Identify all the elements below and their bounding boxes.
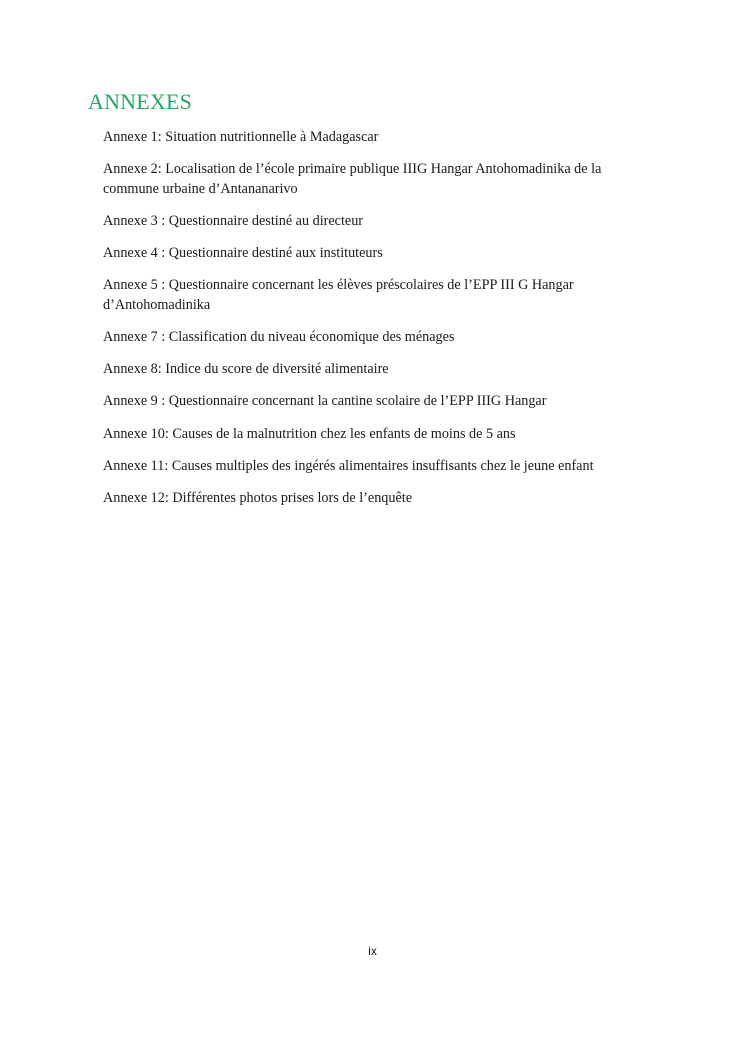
annex-list bbox=[103, 128, 648, 521]
annex-item-11: Annexe 11: Causes multiples des ingérés alimentaires insuffisants chez le jeune enfant bbox=[103, 457, 594, 474]
annex-item-8: Annexe 8: Indice du score de diversité alimentaire bbox=[103, 361, 389, 378]
annex-item-3: Annexe 3 : Questionnaire destiné au directeur bbox=[103, 212, 364, 229]
annex-item-4: Annexe 4 : Questionnaire destiné aux instituteurs bbox=[103, 245, 383, 262]
annex-item-5: Annexe 5 : Questionnaire concernant les élèves préscolaires de l’EPP III G Hangar d’Antohomadinika bbox=[103, 277, 574, 313]
page-title: ANNEXES bbox=[88, 89, 193, 114]
annex-item-2: Annexe 2: Localisation de l’école primaire publique IIIG Hangar Antohomadinika de la commune urbaine d’Antananarivo bbox=[103, 161, 602, 197]
annex-item-7: Annexe 7 : Classification du niveau économique des ménages bbox=[103, 328, 455, 345]
annex-item-10: Annexe 10: Causes de la malnutrition chez les enfants de moins de 5 ans bbox=[103, 425, 516, 442]
annex-item-1: Annexe 1: Situation nutritionnelle à Madagascar bbox=[103, 129, 379, 145]
annex-item-12: Annexe 12: Différentes photos prises lors de l’enquête bbox=[103, 489, 413, 506]
page-number: ix bbox=[368, 944, 377, 958]
annex-item-9: Annexe 9 : Questionnaire concernant la cantine scolaire de l’EPP IIIG Hangar bbox=[103, 393, 547, 410]
